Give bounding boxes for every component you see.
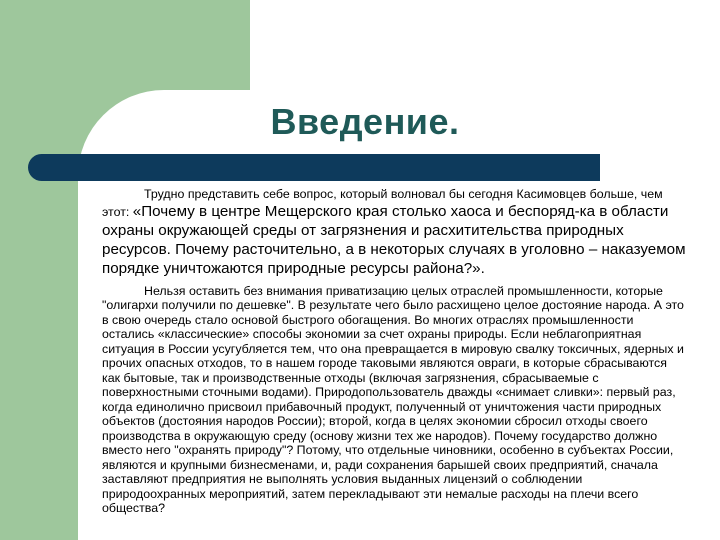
slide-body bbox=[102, 187, 688, 527]
slide-title: Введение. bbox=[270, 101, 460, 142]
body-paragraph bbox=[102, 284, 688, 516]
intro-lead-text: Трудно представить себе вопрос, который волновал бы сегодня Касимовцев больше, чем этот: bbox=[102, 187, 663, 219]
intro-quote-text: «Почему в центре Мещерского края столько хаоса и беспоряд-ка в области охраны окружающей среды от загрязнения и расхитительства природных ресурсов. Почему расточительно, а в некоторых случаях в уголовно – наказуемом порядке уничтожаются природные ресурсы района?». bbox=[102, 202, 686, 277]
intro-paragraph bbox=[102, 187, 688, 278]
title-divider-bar bbox=[28, 154, 600, 181]
body-paragraph-text: Нельзя оставить без внимания приватизацию целых отраслей промышленности, которые "олигархи получили по дешевке". В результате чего было расхищено целое достояние народа. А это в свою очередь стало основой быстрого обогащения. Во многих отраслях промышленности остались «классические» способы экономии за счет охраны природы. Если неблагоприятная ситуация в России усугубляется тем, что она превращается в мировую свалку токсичных, ядерных и прочих опасных отходов, то в нашем городе таковыми являются овраги, в которые сбрасываются как бытовые, так и производственные отходы (включая загрязнения, сбрасываемые с поверхностными сточными водами). Природопользователь дважды «снимает сливки»: первый раз, когда единолично присвоил прибавочный продукт, полученный от уничтожения части природных объектов (достояния народов России); второй, когда в целях экономии сбросил отходы своего производства в окружающую среду (основу жизни тех же народов). Почему государство должно вместо него "охранять природу"? Потому, что отдельные чиновники, особенно в субъектах России, являются и крупными бизнесменами, и, ради сохранения барышей своих предприятий, сначала заставляют предприятия не выполнять условия выданных лицензий о соблюдении природоохранных мероприятий, затем перекладывают эти немалые расходы на плечи всего общества? bbox=[102, 283, 684, 515]
